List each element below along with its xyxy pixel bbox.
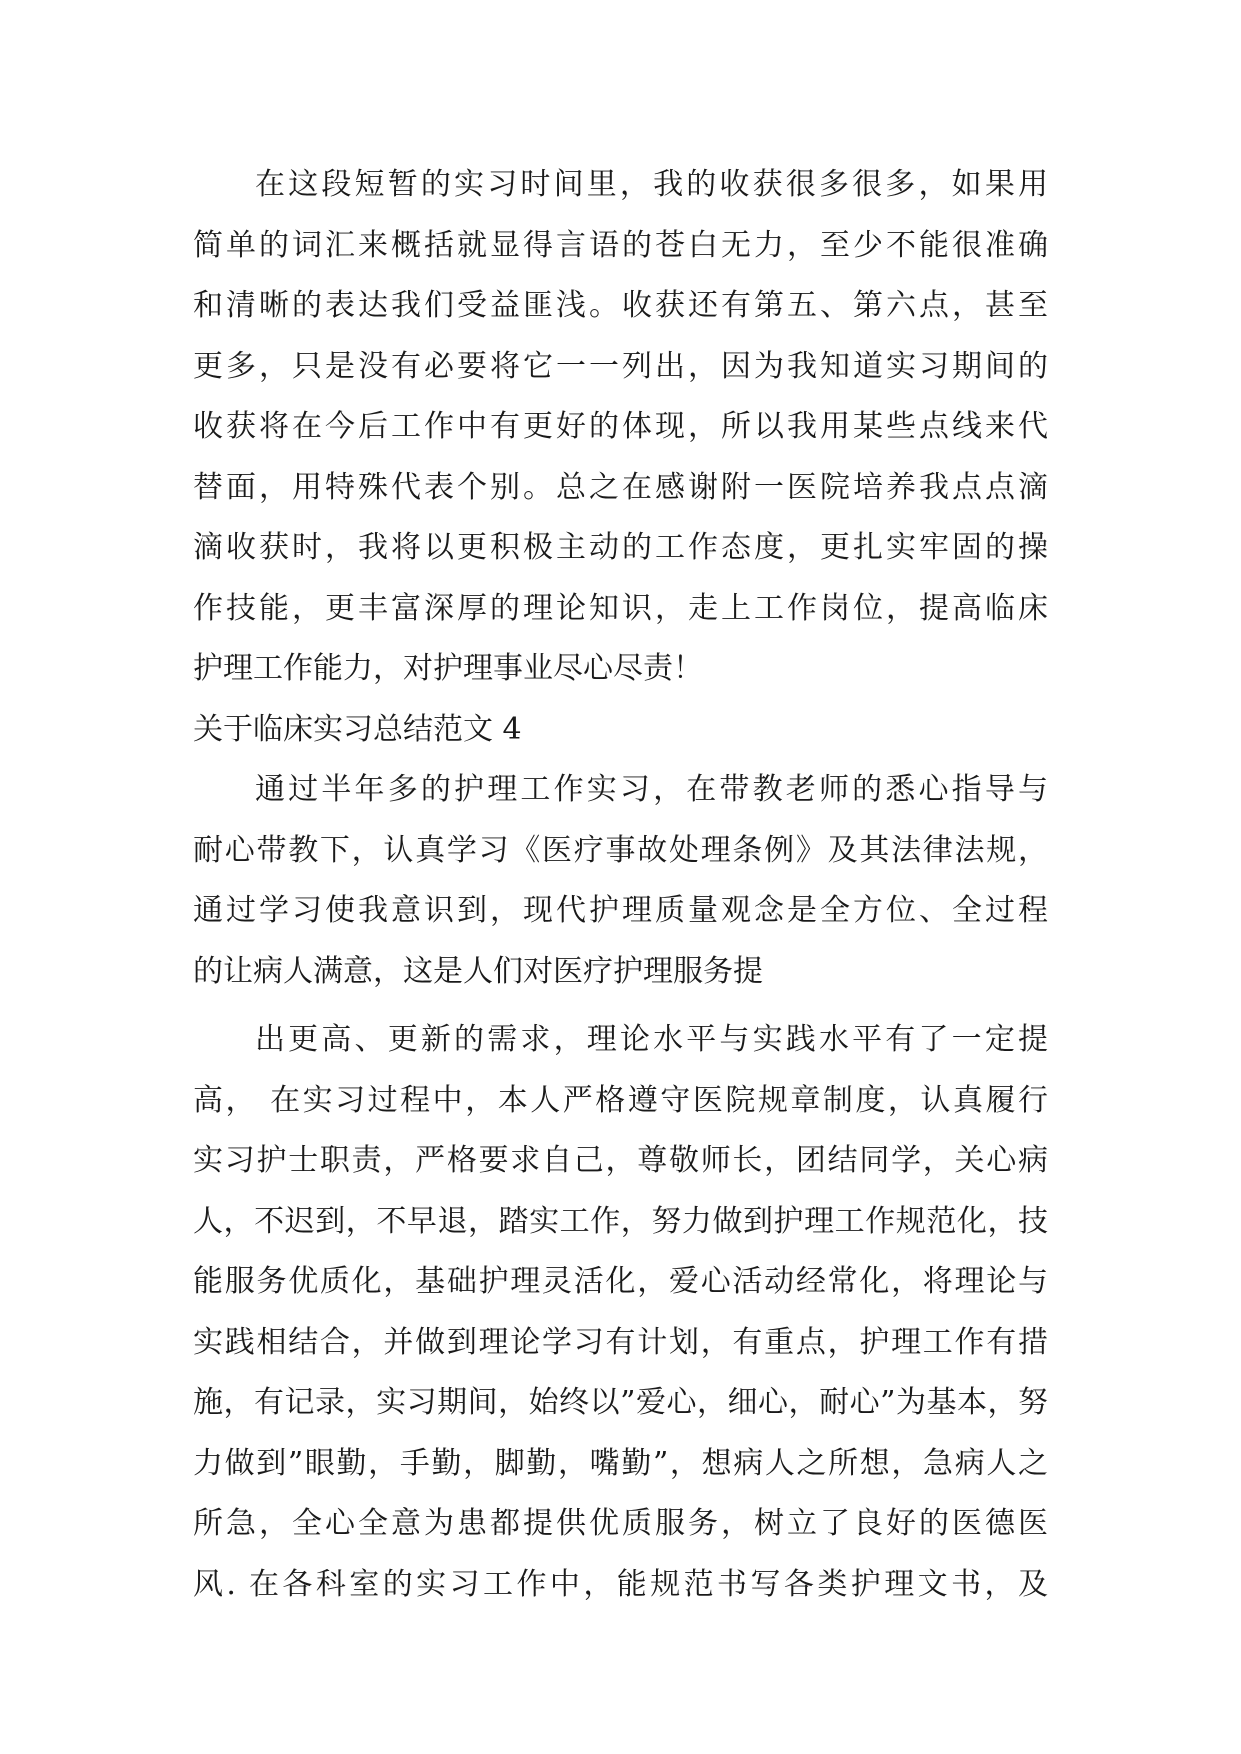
paragraph-line: 简单的词汇来概括就显得言语的苍白无力，至少不能很准确 [193,227,1048,263]
paragraph-line: 能服务优质化，基础护理灵活化，爱心活动经常化，将理论与 [193,1264,1048,1299]
paragraph-3 [193,1010,1048,1615]
paragraph-line: 施，有记录，实习期间，始终以”爱心，细心，耐心”为基本，努 [193,1385,1048,1420]
paragraph-line: 风. 在各科室的实习工作中，能规范书写各类护理文书，及 [193,1566,1048,1602]
paragraph-line: 作技能，更丰富深厚的理论知识，走上工作岗位，提高临床 [193,590,1048,626]
paragraph-line: 耐心带教下，认真学习《医疗事故处理条例》及其法律法规， [193,832,1048,868]
paragraph-gap [193,1002,1048,1010]
paragraph-line: 高， 在实习过程中，本人严格遵守医院规章制度，认真履行 [193,1082,1048,1118]
paragraph-line: 通过学习使我意识到，现代护理质量观念是全方位、全过程 [193,893,1048,928]
paragraph-line: 护理工作能力，对护理事业尽心尽责！ [193,651,703,686]
paragraph-line: 替面，用特殊代表个别。总之在感谢附一医院培养我点点滴 [193,469,1048,505]
paragraph-line: 和清晰的表达我们受益匪浅。收获还有第五、第六点，甚至 [193,288,1048,323]
paragraph-line: 在这段短暂的实习时间里，我的收获很多很多，如果用 [255,167,1048,202]
paragraph-line: 更多，只是没有必要将它一一列出，因为我知道实习期间的 [193,348,1048,384]
paragraph-line: 人，不迟到，不早退，踏实工作，努力做到护理工作规范化，技 [193,1203,1048,1239]
paragraph-line: 出更高、更新的需求，理论水平与实践水平有了一定提 [255,1022,1048,1057]
paragraph-line: 力做到”眼勤，手勤，脚勤，嘴勤”，想病人之所想，急病人之 [193,1445,1048,1481]
paragraph-line: 实践相结合，并做到理论学习有计划，有重点，护理工作有措 [193,1324,1048,1360]
paragraph-line: 实习护士职责，严格要求自己，尊敬师长，团结同学，关心病 [193,1143,1048,1178]
paragraph-1 [193,155,1048,700]
paragraph-line: 所急，全心全意为患都提供优质服务，树立了良好的医德医 [193,1506,1048,1541]
section-heading: 关于临床实习总结范文 4 [193,711,522,747]
paragraph-line: 滴收获时，我将以更积极主动的工作态度，更扎实牢固的操 [193,530,1048,565]
document-body [193,155,1048,1615]
paragraph-line: 通过半年多的护理工作实习，在带教老师的悉心指导与 [255,772,1048,807]
paragraph-line: 收获将在今后工作中有更好的体现，所以我用某些点线来代 [193,409,1048,444]
paragraph-2 [193,760,1048,1002]
paragraph-line: 的让病人满意，这是人们对医疗护理服务提 [193,953,763,989]
